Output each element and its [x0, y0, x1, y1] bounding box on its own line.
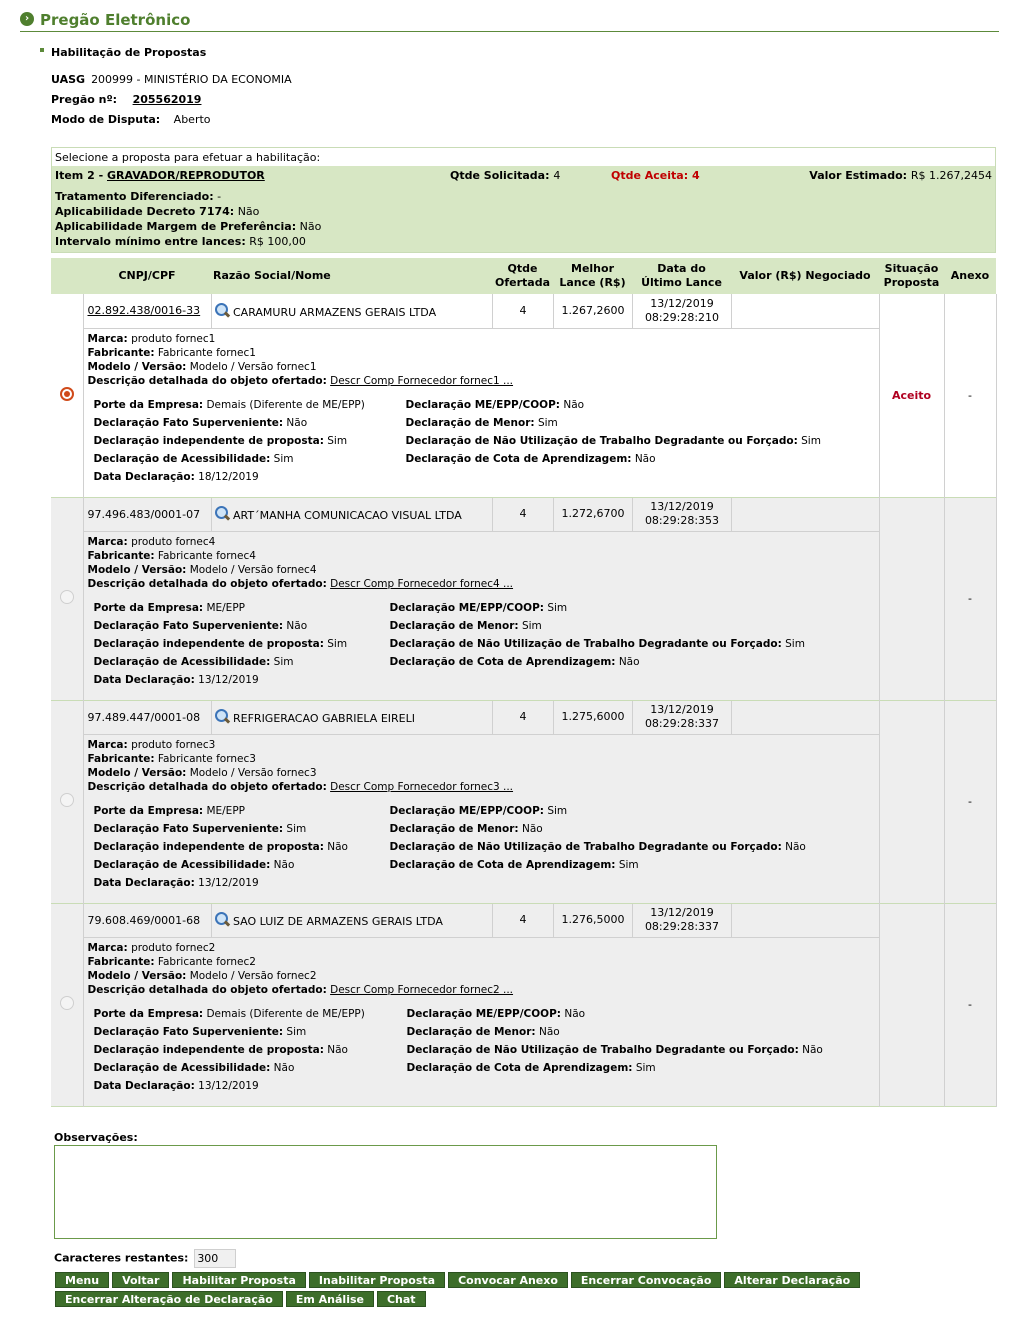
margem-line: Aplicabilidade Margem de Preferência: Não [55, 220, 322, 233]
habilitar-proposta-button[interactable]: Habilitar Proposta [172, 1272, 305, 1288]
col-lance: Melhor Lance (R$) [553, 258, 632, 294]
alterar-declaracao-button[interactable]: Alterar Declaração [724, 1272, 860, 1288]
chat-button[interactable]: Chat [377, 1291, 426, 1307]
qtde-ofertada: 4 [493, 701, 554, 735]
tratamento-line: Tratamento Diferenciado: - [55, 190, 222, 203]
anexo-cell: - [944, 903, 996, 1106]
proposal-main [83, 700, 879, 903]
qtde-aceita: Qtde Aceita: 4 [611, 169, 700, 182]
item-name-link[interactable]: GRAVADOR/REPRODUTOR [107, 169, 265, 182]
situacao-proposta: Aceito [879, 294, 944, 497]
decreto-line: Aplicabilidade Decreto 7174: Não [55, 205, 260, 218]
razao-social: CARAMURU ARMAZENS GERAIS LTDA [233, 305, 437, 319]
page-title: Pregão Eletrônico [40, 11, 191, 29]
melhor-lance: 1.267,2600 [554, 294, 633, 328]
descricao-link[interactable]: Descr Comp Fornecedor fornec1 ... [330, 374, 514, 387]
pregao-info: Pregão nº: 205562019 [51, 93, 202, 106]
data-ultimo-lance: 13/12/2019 08:29:28:337 [633, 701, 732, 735]
page-header [20, 10, 999, 32]
proposal-details: Marca: produto fornec4 Fabricante: Fabricante fornec4 Modelo / Versão: Modelo / Versão fornec4 Descrição detalhada do objeto ofertado: Descr Comp Fornecedor fornec4 ... Porte da Empresa: ME/EPP Declaração Fato Superveniente: Não Declaração independente de proposta: Sim Declaração de Acessibilidade: Sim Data Declaração: 13/12/2019 Declaração ME/EPP/COOP: Sim Declaração de Menor: Sim Declaração de Não Utilização de Trabalho Degradante ou Forçado: Sim Declaração de Cota de Aprendizagem: Não [84, 532, 879, 691]
proposal-radio[interactable] [60, 996, 74, 1010]
declaracoes: Porte da Empresa: ME/EPP Declaração Fato Superveniente: Sim Declaração independente de proposta: Não Declaração de Acessibilidade: Não Data Declaração: 13/12/2019 Declaração ME/EPP/COOP: Sim Declaração de Menor: Não Declaração de Não Utilização de Trabalho Degradante ou Forçado: Não Declaração de Cota de Aprendizagem: Sim [93, 805, 806, 889]
melhor-lance: 1.275,6000 [554, 701, 633, 735]
cnpj-text: 79.608.469/0001-68 [87, 913, 201, 927]
menu-button[interactable]: Menu [55, 1272, 109, 1288]
select-prompt: Selecione a proposta para efetuar a habilitação: [52, 148, 995, 166]
data-ultimo-lance: 13/12/2019 08:29:28:353 [633, 498, 732, 532]
data-ultimo-lance: 13/12/2019 08:29:28:210 [633, 294, 732, 328]
proposal-main [83, 903, 879, 1106]
table-row [51, 700, 996, 903]
melhor-lance: 1.276,5000 [554, 904, 633, 938]
observacoes-textarea[interactable] [54, 1145, 717, 1239]
table-row [51, 294, 996, 497]
situacao-proposta [879, 700, 944, 903]
qtde-solicitada: Qtde Solicitada: 4 [450, 169, 561, 182]
table-row [51, 497, 996, 700]
valor-estimado: Valor Estimado: R$ 1.267,2454 [809, 169, 992, 182]
razao-social: REFRIGERACAO GABRIELA EIRELI [233, 712, 415, 726]
razao-social: ART´MANHA COMUNICACAO VISUAL LTDA [233, 509, 462, 523]
inabilitar-proposta-button[interactable]: Inabilitar Proposta [309, 1272, 445, 1288]
descricao-link[interactable]: Descr Comp Fornecedor fornec4 ... [330, 578, 514, 590]
encerrar-convocacao-button[interactable]: Encerrar Convocação [571, 1272, 722, 1288]
voltar-button[interactable]: Voltar [112, 1272, 169, 1288]
declaracoes: Porte da Empresa: Demais (Diferente de ME/EPP) Declaração Fato Superveniente: Sim Declaração independente de proposta: Não Declaração de Acessibilidade: Não Data Declaração: 13/12/2019 Declaração ME/EPP/COOP: Não Declaração de Menor: Não Declaração de Não Utilização de Trabalho Degradante ou Forçado: Não Declaração de Cota de Aprendizagem: Sim [93, 1008, 823, 1092]
proposal-radio-cell [51, 700, 83, 903]
descricao-link[interactable]: Descr Comp Fornecedor fornec3 ... [330, 781, 514, 793]
proposal-details: Marca: produto fornec1 Fabricante: Fabricante fornec1 Modelo / Versão: Modelo / Versão fornec1 Descrição detalhada do objeto ofertado: Descr Comp Fornecedor fornec1 ... Porte da Empresa: Demais (Diferente de ME/EPP) Declaração Fato Superveniente: Não Declaração independente de proposta: Sim Declaração de Acessibilidade: Sim Data Declaração: 18/12/2019 Declaração ME/EPP/COOP: Não Declaração de Menor: Sim Declaração de Não Utilização de Trabalho Degradante ou Forçado: Sim Declaração de Cota de Aprendizagem: Não [84, 329, 879, 488]
proposal-details: Marca: produto fornec3 Fabricante: Fabricante fornec3 Modelo / Versão: Modelo / Versão fornec3 Descrição detalhada do objeto ofertado: Descr Comp Fornecedor fornec3 ... Porte da Empresa: ME/EPP Declaração Fato Superveniente: Sim Declaração independente de proposta: Não Declaração de Acessibilidade: Não Data Declaração: 13/12/2019 Declaração ME/EPP/COOP: Sim Declaração de Menor: Não Declaração de Não Utilização de Trabalho Degradante ou Forçado: Não Declaração de Cota de Aprendizagem: Sim [84, 735, 879, 894]
anexo-cell: - [944, 700, 996, 903]
chevron-right-icon: › [20, 12, 34, 26]
modo-info: Modo de Disputa: Aberto [51, 113, 211, 126]
proposal-summary [84, 498, 881, 533]
col-cnpj: CNPJ/CPF [83, 258, 211, 294]
convocar-anexo-button[interactable]: Convocar Anexo [448, 1272, 568, 1288]
melhor-lance: 1.272,6700 [554, 498, 633, 532]
valor-negociado [732, 701, 880, 735]
remaining-chars: Caracteres restantes: 300 [54, 1249, 236, 1268]
valor-negociado [732, 904, 880, 938]
situacao-proposta [879, 903, 944, 1106]
qtde-ofertada: 4 [493, 904, 554, 938]
col-anexo: Anexo [944, 258, 996, 294]
encerrar-alteracao-button[interactable]: Encerrar Alteração de Declaração [55, 1291, 283, 1307]
col-valor: Valor (R$) Negociado [731, 258, 879, 294]
col-qtde: Qtde Ofertada [492, 258, 553, 294]
pregao-link[interactable]: 205562019 [132, 93, 202, 106]
cnpj-text: 97.496.483/0001-07 [87, 507, 201, 521]
cnpj-link[interactable]: 02.892.438/0016-33 [87, 304, 201, 318]
uasg-info: UASG 200999 - MINISTÉRIO DA ECONOMIA [51, 73, 292, 86]
table-row [51, 903, 996, 1106]
valor-negociado [732, 294, 880, 328]
item-summary: Item 2 - GRAVADOR/REPRODUTOR Qtde Solicitada: 4 Qtde Aceita: 4 Valor Estimado: R$ 1.267,2454 Tratamento Diferenciado: - Aplicabilidade Decreto 7174: Não Aplicabilidade Margem de Preferência: Não Intervalo mínimo entre lances: R$ 100,00 [52, 166, 995, 252]
em-analise-button[interactable]: Em Análise [286, 1291, 374, 1307]
proposal-radio-cell [51, 294, 83, 497]
bullet-icon [40, 48, 44, 52]
proposal-radio[interactable] [60, 793, 74, 807]
proposal-radio-cell [51, 497, 83, 700]
magnifier-icon[interactable] [214, 303, 230, 319]
magnifier-icon[interactable] [214, 912, 230, 928]
proposals-table [51, 258, 997, 1107]
col-data: Data do Último Lance [632, 258, 731, 294]
proposal-radio-cell [51, 903, 83, 1106]
anexo-cell: - [944, 294, 996, 497]
valor-negociado [732, 498, 880, 532]
proposal-main [83, 294, 879, 497]
proposal-summary [84, 294, 881, 329]
qtde-ofertada: 4 [493, 294, 554, 328]
data-ultimo-lance: 13/12/2019 08:29:28:337 [633, 904, 732, 938]
razao-social: SAO LUIZ DE ARMAZENS GERAIS LTDA [233, 915, 443, 929]
qtde-ofertada: 4 [493, 498, 554, 532]
magnifier-icon[interactable] [214, 709, 230, 725]
obs-label: Observações: [54, 1131, 138, 1144]
descricao-link[interactable]: Descr Comp Fornecedor fornec2 ... [330, 984, 514, 996]
button-bar-2 [55, 1291, 429, 1307]
proposal-radio[interactable] [60, 590, 74, 604]
intervalo-line: Intervalo mínimo entre lances: R$ 100,00 [55, 235, 306, 248]
declaracoes: Porte da Empresa: Demais (Diferente de ME/EPP) Declaração Fato Superveniente: Não Declaração independente de proposta: Sim Declaração de Acessibilidade: Sim Data Declaração: 18/12/2019 Declaração ME/EPP/COOP: Não Declaração de Menor: Sim Declaração de Não Utilização de Trabalho Degradante ou Forçado: Sim Declaração de Cota de Aprendizagem: Não [93, 398, 821, 483]
col-situacao: Situação Proposta [879, 258, 944, 294]
item-panel [51, 147, 996, 253]
proposal-details: Marca: produto fornec2 Fabricante: Fabricante fornec2 Modelo / Versão: Modelo / Versão fornec2 Descrição detalhada do objeto ofertado: Descr Comp Fornecedor fornec2 ... Porte da Empresa: Demais (Diferente de ME/EPP) Declaração Fato Superveniente: Sim Declaração independente de proposta: Não Declaração de Acessibilidade: Não Data Declaração: 13/12/2019 Declaração ME/EPP/COOP: Não Declaração de Menor: Não Declaração de Não Utilização de Trabalho Degradante ou Forçado: Não Declaração de Cota de Aprendizagem: Sim [84, 938, 879, 1097]
magnifier-icon[interactable] [214, 506, 230, 522]
situacao-proposta [879, 497, 944, 700]
proposal-main [83, 497, 879, 700]
cnpj-text: 97.489.447/0001-08 [87, 710, 201, 724]
proposal-summary [84, 701, 881, 736]
proposal-summary [84, 904, 881, 939]
declaracoes: Porte da Empresa: ME/EPP Declaração Fato Superveniente: Não Declaração independente de proposta: Sim Declaração de Acessibilidade: Sim Data Declaração: 13/12/2019 Declaração ME/EPP/COOP: Sim Declaração de Menor: Sim Declaração de Não Utilização de Trabalho Degradante ou Forçado: Sim Declaração de Cota de Aprendizagem: Não [93, 602, 805, 686]
section-title: Habilitação de Propostas [40, 46, 206, 59]
table-header [51, 258, 996, 294]
button-bar-1 [55, 1272, 863, 1288]
col-razao: Razão Social/Nome [211, 258, 492, 294]
proposal-radio[interactable] [60, 387, 74, 401]
anexo-cell: - [944, 497, 996, 700]
remaining-chars-field: 300 [194, 1249, 236, 1268]
